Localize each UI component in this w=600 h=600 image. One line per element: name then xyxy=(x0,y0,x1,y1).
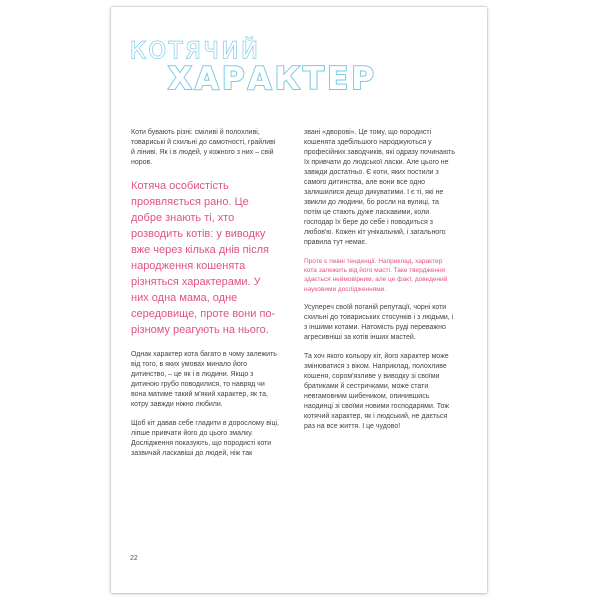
body-paragraph: Та хоч якого кольору кіт, його характер може змінюватися з віком. Наприклад, полохливе кошеня, сором'язливе у виводку зі своїми братиками й сестричками, може стати невгамовним шибеником, опинившись наодинці зі своїми новими господарями. Тож котячий характер, як і людський, не дається раз на все життя. І це чудово! xyxy=(304,352,450,430)
body-paragraph: звані «дворові». Це тому, що породисті кошенята здебільшого народжуються у професійних заводчиків, які одразу починають їх привчати до людської ласки. Але цього не завжди достатньо. Є коти, яких постили з самого дитинства, але вони все одно залишилися дещо дикуватими. І є ті, які не звикли до людини, бо росли на вулиці, та потім це стають дуже ласкавими, коли господар їх бере до себе і поводиться з любов'ю. Кожен кіт унікальний, і загального правила тут немає. xyxy=(304,129,456,246)
intro-paragraph: Коти бувають різні: сміливі й полохливі, товариські й схильні до самотності, грайливі й лінивi. Як і в людей, у кожного з них – свій норов. xyxy=(131,129,276,166)
body-paragraph: Усупереч своїй поганій репутації, чорні коти схильні до товариських стосунків і з людьми, і з іншими котами. Натомість руді переважно агресивніші за котів інших мастей. xyxy=(304,303,454,341)
body-paragraph: Однак характер кота багато в чому залежить від того, в яких умовах минало його дитинство, – це як і в людини. Якщо з дитиною грубо поводилися, то навряд чи вона матиме такий м'який характер, як та, котру завжди ніжно любили. xyxy=(131,351,277,408)
page-number: 22 xyxy=(130,555,138,562)
title-line-2: ХАРАКТЕР xyxy=(168,61,377,97)
pink-note: Проте є певні тенденції. Наприклад, характер кота залежить від його масті. Таке твердження здається неймовірним, але це факт, доведений науковими дослідженнями. xyxy=(304,258,448,293)
lead-quote: Котяча особистість проявляється рано. Це добре знають ті, хто розводить котів: у виводку вже через кілька днів після народження кошенята різняться характерами. У них одна мама, одне середовище, проте вони по-різному реагують на нього. xyxy=(131,180,276,336)
body-paragraph: Щоб кіт давав себе гладити в дорослому віці, ліпше привчати його до цього змалку. Дослідження показують, що породисті коти зазвичай ласкавіші до людей, ніж так xyxy=(131,420,279,457)
title-line-1: КОТЯЧИЙ xyxy=(130,39,261,64)
left-column xyxy=(131,128,281,459)
right-column xyxy=(304,128,456,432)
